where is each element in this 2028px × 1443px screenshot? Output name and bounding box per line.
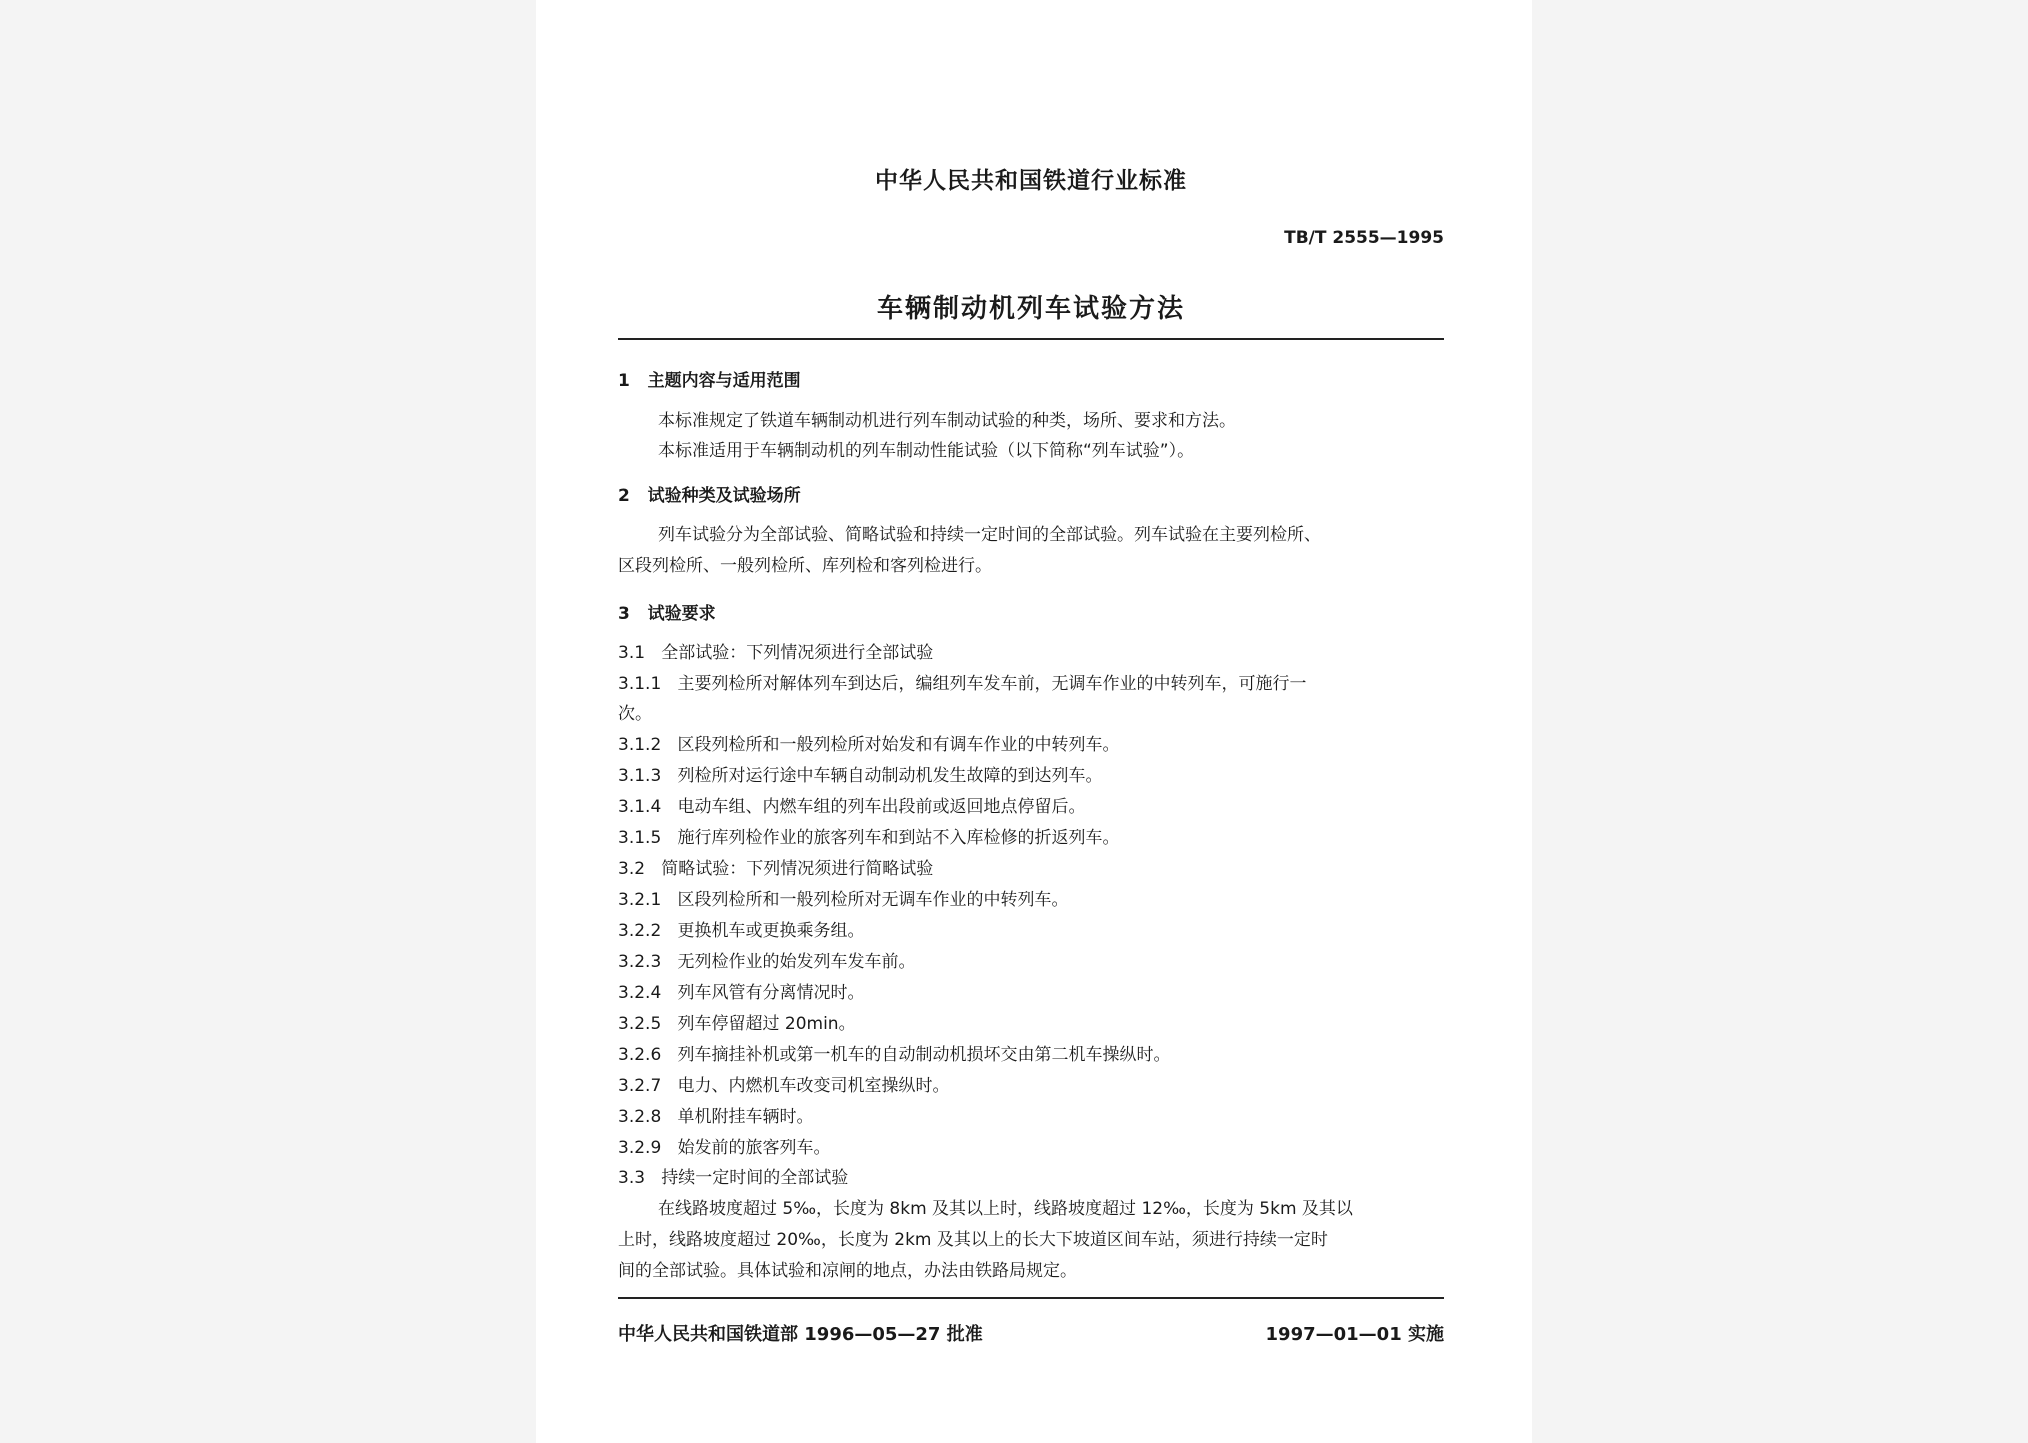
clause-text: 无列检作业的始发列车发车前。 xyxy=(677,952,916,972)
clause-3-1-3 xyxy=(618,766,1102,786)
section-title: 试验要求 xyxy=(647,604,716,624)
clause-text: 列车摘挂补机或第一机车的自动制动机损坏交由第二机车操纵时。 xyxy=(677,1045,1171,1065)
clause-number: 3.2 xyxy=(618,859,646,879)
paragraph: 在线路坡度超过 5‰，长度为 8km 及其以上时，线路坡度超过 12‰，长度为 5km 及其以 xyxy=(658,1199,1353,1219)
clause-3-2-3 xyxy=(618,952,915,972)
section-number: 2 xyxy=(618,486,630,506)
clause-number: 3.1 xyxy=(618,643,646,663)
clause-3-1-5 xyxy=(618,828,1119,848)
clause-text: 全部试验：下列情况须进行全部试验 xyxy=(661,643,934,663)
section-1-heading xyxy=(618,371,801,391)
section-3-heading xyxy=(618,604,716,624)
clause-3-1-1-continuation: 次。 xyxy=(618,704,652,724)
clause-number: 3.2.6 xyxy=(618,1045,662,1065)
standard-code: TB/T 2555—1995 xyxy=(1284,228,1444,248)
clause-text: 区段列检所和一般列检所对始发和有调车作业的中转列车。 xyxy=(677,735,1120,755)
document-page xyxy=(536,0,1532,1443)
clause-3-2-2 xyxy=(618,921,864,941)
clause-text: 施行库列检作业的旅客列车和到站不入库检修的折返列车。 xyxy=(677,828,1120,848)
clause-number: 3.2.1 xyxy=(618,890,662,910)
clause-3-1-2 xyxy=(618,735,1119,755)
clause-3-2-6 xyxy=(618,1045,1170,1065)
clause-text: 电动车组、内燃车组的列车出段前或返回地点停留后。 xyxy=(677,797,1086,817)
clause-number: 3.3 xyxy=(618,1168,646,1188)
section-number: 3 xyxy=(618,604,630,624)
approval-statement: 中华人民共和国铁道部 1996—05—27 批准 xyxy=(618,1324,983,1345)
section-number: 1 xyxy=(618,371,630,391)
clause-text: 电力、内燃机车改变司机室操纵时。 xyxy=(677,1076,950,1096)
clause-number: 3.2.2 xyxy=(618,921,662,941)
clause-number: 3.2.5 xyxy=(618,1014,662,1034)
paragraph: 本标准规定了铁道车辆制动机进行列车制动试验的种类，场所、要求和方法。 xyxy=(658,411,1236,431)
footer-divider xyxy=(618,1297,1444,1299)
clause-number: 3.2.9 xyxy=(618,1138,662,1158)
clause-number: 3.2.3 xyxy=(618,952,662,972)
clause-number: 3.1.3 xyxy=(618,766,662,786)
title-divider xyxy=(618,338,1444,340)
clause-text: 始发前的旅客列车。 xyxy=(677,1138,831,1158)
clause-number: 3.1.1 xyxy=(618,674,662,694)
paragraph: 列车试验分为全部试验、简略试验和持续一定时间的全部试验。列车试验在主要列检所、 xyxy=(658,525,1321,545)
clause-3-1 xyxy=(618,643,933,663)
clause-text: 单机附挂车辆时。 xyxy=(677,1107,814,1127)
clause-text: 列车停留超过 20min。 xyxy=(677,1014,856,1034)
clause-3-2 xyxy=(618,859,933,879)
issuing-organization: 中华人民共和国铁道行业标准 xyxy=(875,168,1187,194)
clause-3-2-9 xyxy=(618,1138,830,1158)
document-title: 车辆制动机列车试验方法 xyxy=(876,294,1185,324)
clause-number: 3.2.8 xyxy=(618,1107,662,1127)
clause-text: 持续一定时间的全部试验 xyxy=(661,1168,849,1188)
clause-number: 3.1.2 xyxy=(618,735,662,755)
clause-number: 3.2.7 xyxy=(618,1076,662,1096)
clause-number: 3.2.4 xyxy=(618,983,662,1003)
clause-number: 3.1.5 xyxy=(618,828,662,848)
section-title: 主题内容与适用范围 xyxy=(647,371,801,391)
clause-3-1-4 xyxy=(618,797,1085,817)
clause-text: 更换机车或更换乘务组。 xyxy=(677,921,865,941)
clause-text: 列车风管有分离情况时。 xyxy=(677,983,865,1003)
clause-3-1-1 xyxy=(618,674,1306,694)
clause-3-3 xyxy=(618,1168,848,1188)
clause-text: 列检所对运行途中车辆自动制动机发生故障的到达列车。 xyxy=(677,766,1103,786)
clause-number: 3.1.4 xyxy=(618,797,662,817)
clause-text: 主要列检所对解体列车到达后，编组列车发车前，无调车作业的中转列车，可施行一 xyxy=(677,674,1307,694)
paragraph-continuation: 间的全部试验。具体试验和凉闸的地点，办法由铁路局规定。 xyxy=(618,1261,1077,1281)
section-title: 试验种类及试验场所 xyxy=(647,486,801,506)
paragraph-continuation: 区段列检所、一般列检所、库列检和客列检进行。 xyxy=(618,556,992,576)
clause-3-2-8 xyxy=(618,1107,813,1127)
clause-3-2-7 xyxy=(618,1076,949,1096)
clause-3-2-5 xyxy=(618,1014,856,1034)
effective-date: 1997—01—01 实施 xyxy=(1265,1324,1444,1345)
paragraph-continuation: 上时，线路坡度超过 20‰，长度为 2km 及其以上的长大下坡道区间车站，须进行持续一定时 xyxy=(618,1230,1328,1250)
section-2-heading xyxy=(618,486,801,506)
clause-text: 简略试验：下列情况须进行简略试验 xyxy=(661,859,934,879)
clause-3-2-4 xyxy=(618,983,864,1003)
clause-3-2-1 xyxy=(618,890,1068,910)
clause-text: 区段列检所和一般列检所对无调车作业的中转列车。 xyxy=(677,890,1069,910)
paragraph: 本标准适用于车辆制动机的列车制动性能试验（以下简称“列车试验”）。 xyxy=(658,441,1195,461)
